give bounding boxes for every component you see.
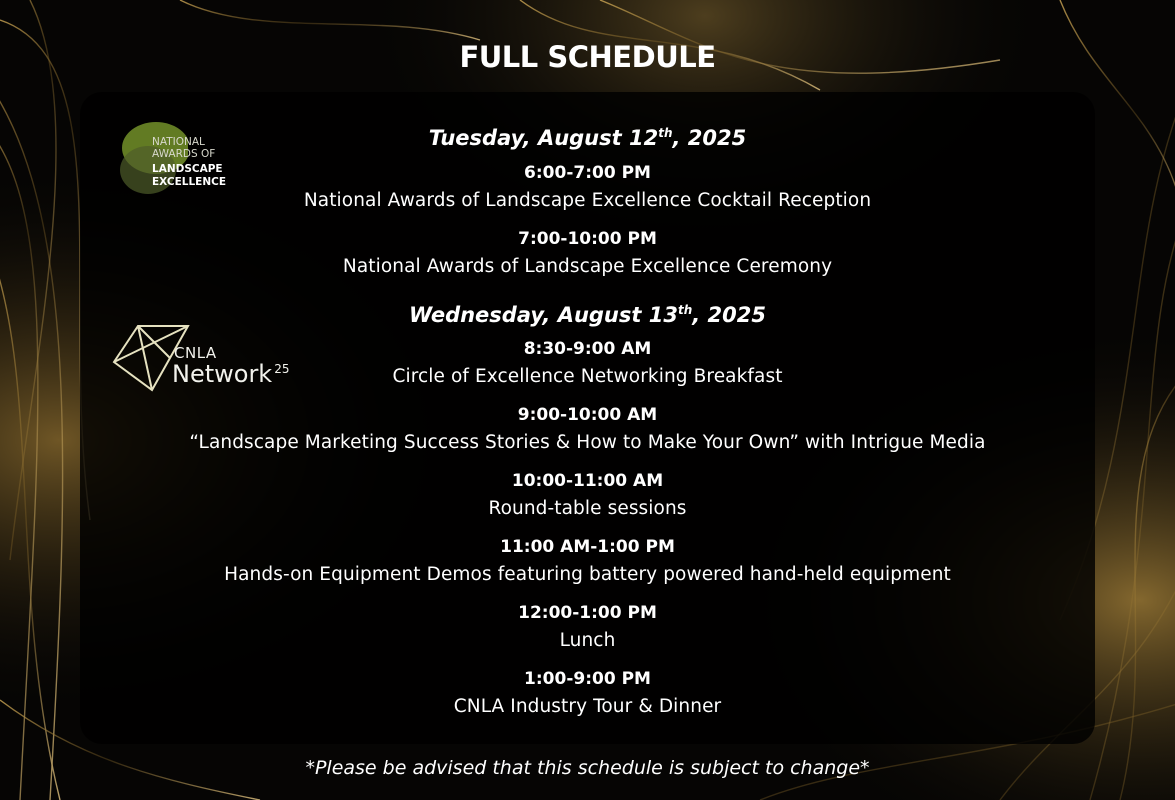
- event-time: 8:30-9:00 AM: [523, 339, 652, 359]
- schedule-event: [0, 600, 1175, 654]
- schedule-event: [0, 534, 1175, 588]
- event-title: Hands-on Equipment Demos featuring battery powered hand-held equipment: [224, 564, 951, 585]
- day-heading-tuesday: Tuesday, August 12th, 2025: [428, 126, 747, 150]
- schedule-event: [0, 336, 1175, 390]
- event-title: Circle of Excellence Networking Breakfast: [392, 366, 783, 387]
- event-time: 1:00-9:00 PM: [524, 669, 651, 689]
- event-time: 7:00-10:00 PM: [518, 229, 657, 249]
- nale-logo-line-2: AWARDS OF: [152, 148, 216, 160]
- event-time: 9:00-10:00 AM: [517, 405, 658, 425]
- event-time: 10:00-11:00 AM: [511, 471, 664, 491]
- schedule-list: [0, 118, 1175, 732]
- page-title: FULL SCHEDULE: [459, 40, 716, 74]
- event-title: “Landscape Marketing Success Stories & How to Make Your Own” with Intrigue Media: [189, 432, 986, 453]
- event-title: Round-table sessions: [488, 498, 687, 519]
- event-title: National Awards of Landscape Excellence Ceremony: [342, 256, 833, 277]
- schedule-event: [0, 666, 1175, 720]
- event-title: Lunch: [559, 630, 616, 651]
- nale-logo-line-1: NATIONAL: [152, 136, 205, 148]
- cnla-logo-small-text: CNLA: [174, 344, 217, 362]
- day-heading-wednesday: Wednesday, August 13th, 2025: [409, 303, 766, 327]
- schedule-event: [0, 160, 1175, 214]
- event-time: 12:00-1:00 PM: [518, 603, 657, 623]
- disclaimer-note: *Please be advised that this schedule is subject to change*: [305, 757, 870, 779]
- nale-logo-line-4: EXCELLENCE: [152, 176, 226, 188]
- event-title: National Awards of Landscape Excellence Cocktail Reception: [303, 190, 872, 211]
- schedule-event: [0, 402, 1175, 456]
- schedule-event: [0, 468, 1175, 522]
- event-time: 11:00 AM-1:00 PM: [500, 537, 675, 557]
- event-title: CNLA Industry Tour & Dinner: [453, 696, 722, 717]
- event-time: 6:00-7:00 PM: [524, 163, 651, 183]
- cnla-logo-network-text: Network $^{25}$: [172, 360, 290, 388]
- schedule-event: [0, 226, 1175, 280]
- nale-logo-line-3: LANDSCAPE: [152, 163, 223, 175]
